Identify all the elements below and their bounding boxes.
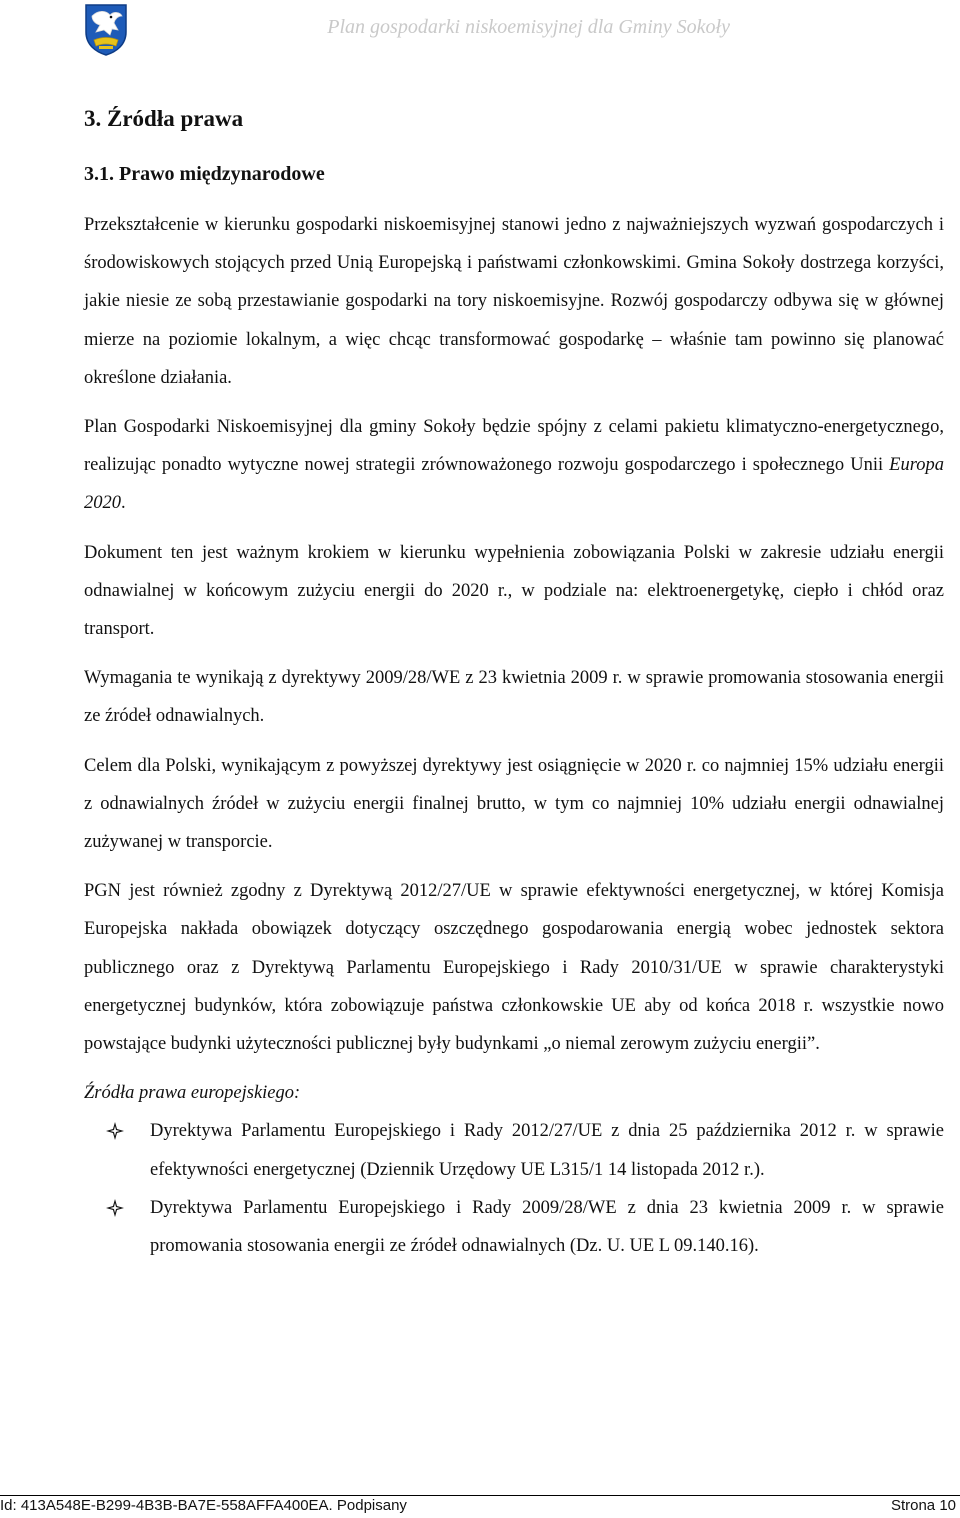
paragraph-3: Dokument ten jest ważnym krokiem w kierunku wypełnienia zobowiązania Polski w zakresie udziału energii odnawialnej w końcowym zużyciu energii do 2020 r., w podziale na: elektroenergetykę, ciepło i chłód oraz transport. [84,542,944,640]
paragraph-2-end: . [121,493,126,514]
coat-of-arms-logo [82,2,130,56]
footer-document-id: Id: 413A548E-B299-4B3B-BA7E-558AFFA400EA. Podpisany [0,1497,407,1514]
document-header-title: Plan gospodarki niskoemisyjnej dla Gminy Sokoły [327,16,730,38]
section-heading: 3. Źródła prawa [84,106,244,131]
paragraph-2-italic: Europa 2020 [84,455,944,514]
paragraph-2 [84,408,944,523]
footer-divider [0,1495,960,1496]
sources-list [84,1112,944,1265]
diamond-bullet-icon [106,1122,124,1140]
paragraph-5: Celem dla Polski, wynikającym z powyższej dyrektywy jest osiągnięcie w 2020 r. co najmniej 15% udziału energii z odnawialnych źródeł w zużyciu energii finalnej brutto, w tym co najmniej 10% udziału energii odnawialnej zużywanej w transporcie. [84,755,944,853]
diamond-bullet-icon [106,1199,124,1217]
list-item [84,1189,944,1265]
list-item [84,1112,944,1188]
body-text [84,206,944,1265]
paragraph-1: Przekształcenie w kierunku gospodarki niskoemisyjnej stanowi jedno z najważniejszych wyzwań gospodarczych i środowiskowych stojących przed Unią Europejską i państwami członkowskimi. Gmina Sokoły dostrzega korzyści, jakie niesie ze sobą przestawianie gospodarki na tory niskoemisyjne. Rozwój gospodarczy odbywa się w głównej mierze na poziomie lokalnym, a więc chcąc transformować gospodarkę – właśnie tam powinno się planować określone działania. [84,215,944,388]
paragraph-6: PGN jest również zgodny z Dyrektywą 2012/27/UE w sprawie efektywności energetycznej, w której Komisja Europejska nakłada obowiązek dotyczący oszczędnego gospodarowania energią wobec jednostek sektora publicznego oraz z Dyrektywą Parlamentu Europejskiego i Rady 2010/31/UE w sprawie charakterystyki energetycznej budynków, która zobowiązuje państwa członkowskie UE aby od końca 2018 r. wszystkie nowo powstające budynki użyteczności publicznej były budynkami „o niemal zerowym zużyciu energii”. [84,881,944,1055]
paragraph-2-text: Plan Gospodarki Niskoemisyjnej dla gminy Sokoły będzie spójny z celami pakietu klimatyczno-energetycznego, realizując ponadto wytyczne nowej strategii zrównoważonego rozwoju gospodarczego i społecznego Unii [84,417,944,476]
subsection-heading: 3.1. Prawo międzynarodowe [84,163,325,185]
page-number: Strona 10 [890,1497,956,1514]
paragraph-4: Wymagania te wynikają z dyrektywy 2009/28/WE z 23 kwietnia 2009 r. w sprawie promowania stosowania energii ze źródeł odnawialnych. [84,668,944,727]
source-item-1: Dyrektywa Parlamentu Europejskiego i Rady 2012/27/UE z dnia 25 października 2012 r. w sprawie efektywności energetycznej (Dziennik Urzędowy UE L315/1 14 listopada 2012 r.). [150,1121,944,1180]
source-item-2: Dyrektywa Parlamentu Europejskiego i Rady 2009/28/WE z dnia 23 kwietnia 2009 r. w sprawie promowania stosowania energii ze źródeł odnawialnych (Dz. U. UE L 09.140.16). [150,1197,944,1257]
sources-title: Źródła prawa europejskiego: [84,1083,301,1104]
